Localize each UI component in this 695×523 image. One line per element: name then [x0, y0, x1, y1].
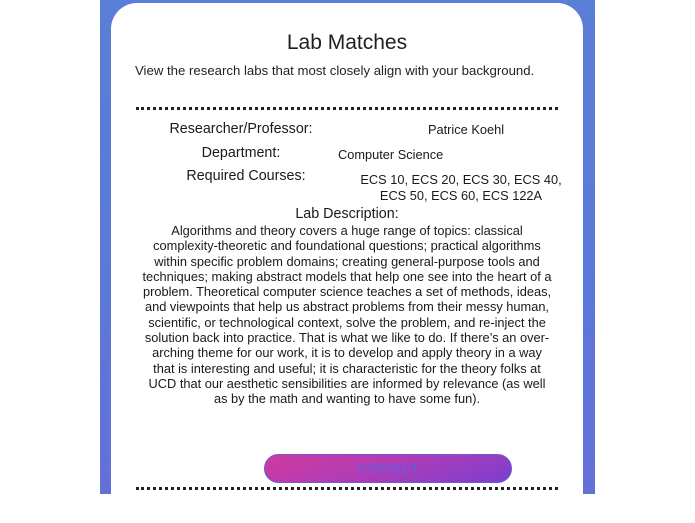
- description-label: Lab Description:: [295, 206, 399, 222]
- contact-button[interactable]: CONTACT: [264, 454, 512, 483]
- department-label: Department:: [201, 145, 281, 161]
- page-title: Lab Matches: [286, 31, 408, 54]
- dotted-divider-top: [136, 107, 558, 110]
- department-value: Computer Science: [338, 147, 444, 162]
- page-subtitle: View the research labs that most closely align with your background.: [135, 63, 535, 78]
- dotted-divider-bottom: [136, 487, 558, 490]
- lab-match-card: [111, 3, 583, 523]
- courses-label: Required Courses:: [186, 168, 306, 184]
- courses-value-line1: ECS 10, ECS 20, ECS 30, ECS 40,: [360, 172, 562, 187]
- researcher-label: Researcher/Professor:: [169, 121, 313, 137]
- courses-value-line2: ECS 50, ECS 60, ECS 122A: [379, 188, 543, 203]
- researcher-value: Patrice Koehl: [427, 122, 505, 137]
- lab-description: Algorithms and theory covers a huge range of topics: classical complexity-theoretic and foundational questions; practical algorithms within specific problem domains; creating general-purpose tools and techniques; making abstract models that help one see into the heart of a problem. Theoretical computer science teaches a set of methods, ideas, and viewpoints that help us abstract problems from their messy human, scientific, or technological context, solve the problem, and re-inject the solution back into practice. That is what we like to do. If there’s an over-arching theme for our work, it is to develop and apply theory in a way that is interesting and useful; it is characteristic for the theory folks at UCD that our aesthetic sensibilities are informed by relevance (as well as by the math and wanting to have some fun).: [142, 223, 552, 407]
